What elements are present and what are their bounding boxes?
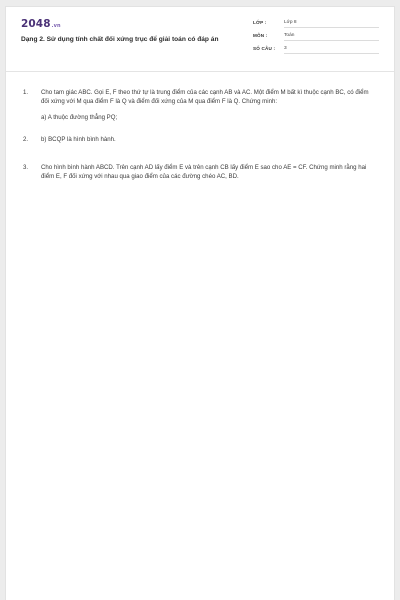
question-number: 3. bbox=[23, 163, 29, 171]
meta-value-grade: Lớp 8 bbox=[284, 19, 379, 28]
logo-text: 2048 bbox=[21, 18, 51, 30]
question-number: 1. bbox=[23, 89, 29, 96]
question-text: b) BCQP là hình bình hành. bbox=[41, 136, 116, 144]
document-meta bbox=[253, 19, 381, 58]
meta-value-subject: Toán bbox=[284, 32, 379, 41]
question-number: 2. bbox=[23, 136, 29, 144]
meta-value-question-count: 3 bbox=[284, 45, 379, 54]
meta-row-grade bbox=[253, 19, 381, 32]
site-logo[interactable] bbox=[21, 18, 61, 30]
meta-row-question-count bbox=[253, 45, 381, 58]
meta-row-subject bbox=[253, 32, 381, 45]
question-item bbox=[23, 163, 375, 182]
question-item bbox=[23, 88, 375, 122]
document-header bbox=[6, 7, 394, 72]
question-list bbox=[6, 83, 394, 181]
meta-label-grade: LỚP : bbox=[253, 20, 267, 25]
question-subpart: a) A thuộc đường thẳng PQ; bbox=[41, 113, 118, 121]
question-item bbox=[23, 135, 375, 144]
question-text: Cho tam giác ABC. Gọi E, F theo thứ tự là trung điểm của các cạnh AB và AC. Một điểm M bất kì thuộc cạnh BC, có điểm đối xứng với M qua điểm F là Q và điểm đối xứng của M qua điểm F là Q. Chứng minh: bbox=[41, 89, 369, 106]
logo-domain: .vn bbox=[51, 23, 61, 29]
meta-label-question-count: SỐ CÂU : bbox=[253, 46, 276, 51]
document-title: Dạng 2. Sử dụng tính chất đối xứng trục để giải toán có đáp án bbox=[21, 36, 219, 43]
meta-label-subject: MÔN : bbox=[253, 33, 268, 38]
question-text: Cho hình bình hành ABCD. Trên cạnh AD lấy điểm E và trên cạnh CB lấy điểm E sao cho AE = CF. Chứng minh rằng hai điểm E, F đối xứng với nhau qua giao điểm của các đường chéo AC, BD. bbox=[41, 163, 367, 181]
document-page bbox=[5, 6, 395, 600]
